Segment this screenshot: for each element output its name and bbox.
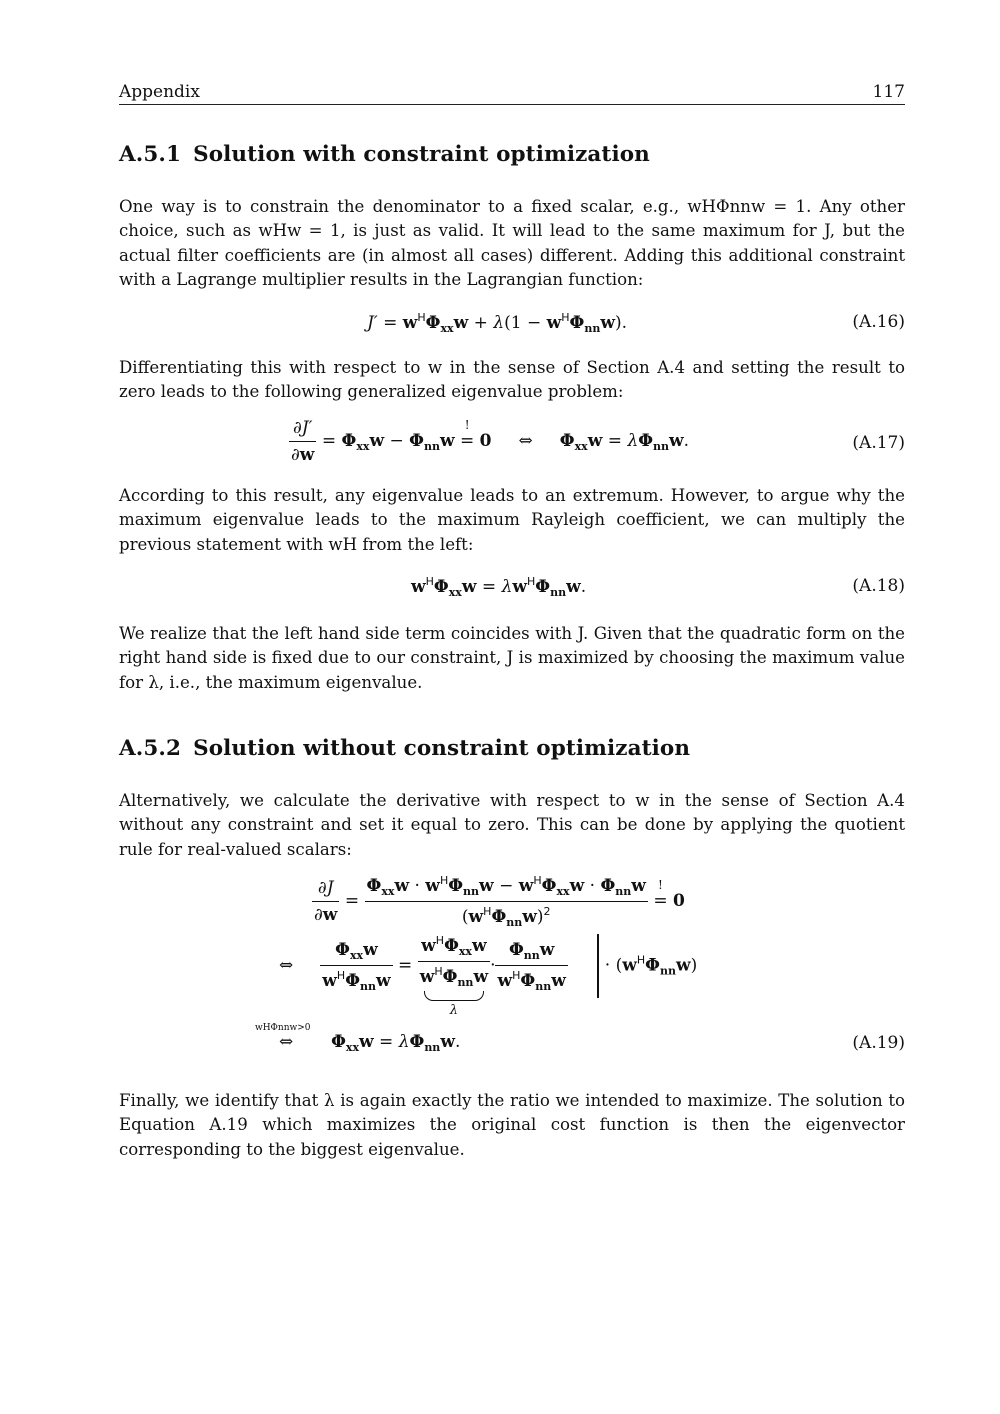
evaluation-bar (597, 934, 599, 998)
equation-a17 (119, 418, 905, 472)
page-number: 117 (872, 82, 905, 102)
eigenvalue-ratio-equation: ⇔ $\frac{\Phi_{xx}w}{w^H\Phi_{nn}w}$ = $\frac{w^H\Phi_{xx}w}{w^H\Phi_{nn}w}$ λ · $\frac{\Phi_{nn}w}{w^H\Phi_{nn}w}$ · $(w^H\Phi_{nn}w)$ (279, 934, 698, 1018)
section-heading-a51 (119, 142, 650, 167)
section-number: A.5.1 (119, 142, 182, 167)
section-number: A.5.2 (119, 736, 182, 761)
equation-a19-line-2 (119, 934, 905, 1016)
paragraph-2: Differentiating this with respect to w in the sense of Section A.4 and setting the result to zero leads to the following generalized eigenvalue problem: (119, 358, 905, 402)
paragraph-3: According to this result, any eigenvalue leads to an extremum. However, to argue why the maximum eigenvalue leads to the maximum Rayleigh coefficient, we can multiply the previous statement with wH from the left: (119, 486, 905, 554)
equation-a18-body: $w^H\Phi_{xx}w = \lambda w^H\Phi_{nn}w$. (411, 575, 587, 599)
paragraph-6: Finally, we identify that λ is again exactly the ratio we intended to maximize. The solution to Equation A.19 which maximizes the original cost function is then the eigenvector corresponding to the biggest eigenvalue. (119, 1091, 905, 1159)
equation-label-a18: (A.18) (852, 576, 905, 596)
equation-a19-line-3 (119, 1023, 905, 1060)
equation-a19-line-1 (119, 874, 905, 932)
equation-a16 (119, 311, 905, 337)
underbraced-term: $\frac{w^H\Phi_{xx}w}{w^H\Phi_{nn}w}$ λ (419, 934, 489, 1018)
section-heading-a52 (119, 736, 690, 761)
underbrace-label: λ (449, 1003, 459, 1018)
running-header (119, 80, 905, 105)
equation-label-a19: (A.19) (852, 1033, 905, 1053)
section-title: Solution without constraint optimization (193, 736, 691, 761)
paragraph-5: Alternatively, we calculate the derivative with respect to w in the sense of Section A.4 without any constraint and set it equal to zero. This can be done by applying the quotient rule for real-valued scalars: (119, 791, 905, 859)
equivalence-condition: wHΦnnw>0 (255, 1023, 311, 1033)
section-title: Solution with constraint optimization (193, 142, 650, 167)
underbrace (424, 991, 484, 1001)
equation-a19-result: ⇔ $\Phi_{xx}w = \lambda\Phi_{nn}w$. (279, 1032, 461, 1054)
equation-a17-body: $\frac{\partial J'}{\partial w}$ = $\Phi_{xx}w - \Phi_{nn}w$ ! = 0 ⇔ $\Phi_{xx}w = \lambda\Phi_{nn}w$. (291, 418, 690, 465)
equation-a18 (119, 575, 905, 601)
equation-a16-body: $J' = w^H\Phi_{xx}w + \lambda(1 - w^H\Phi_{nn}w)$. (367, 311, 628, 335)
equation-label-a17: (A.17) (852, 433, 905, 453)
paragraph-1: One way is to constrain the denominator to a fixed scalar, e.g., wHΦnnw = 1. Any other choice, such as wHw = 1, is just as valid. It will lead to the same maximum for J, but the actual filter coefficients are (in almost all cases) different. Adding this additional constraint with a Lagrange multiplier results in the Lagrangian function: (119, 197, 905, 289)
paragraph-4: We realize that the left hand side term coincides with J. Given that the quadratic form on the right hand side is fixed due to our constraint, J is maximized by choosing the maximum value for λ, i.e., the maximum eigenvalue. (119, 624, 905, 692)
header-title: Appendix (119, 82, 200, 102)
equation-label-a16: (A.16) (852, 312, 905, 332)
derivative-fraction: $\frac{\partial J'}{\partial w}$ (291, 418, 315, 465)
quotient-rule-derivative: $\frac{\partial J}{\partial w}$ = $\frac{\Phi_{xx}w \cdot w^H\Phi_{nn}w - w^H\Phi_{xx}w \cdot \Phi_{nn}w}{(w^H\Phi_{nn}w)^2}$ ! = 0 (314, 874, 685, 929)
